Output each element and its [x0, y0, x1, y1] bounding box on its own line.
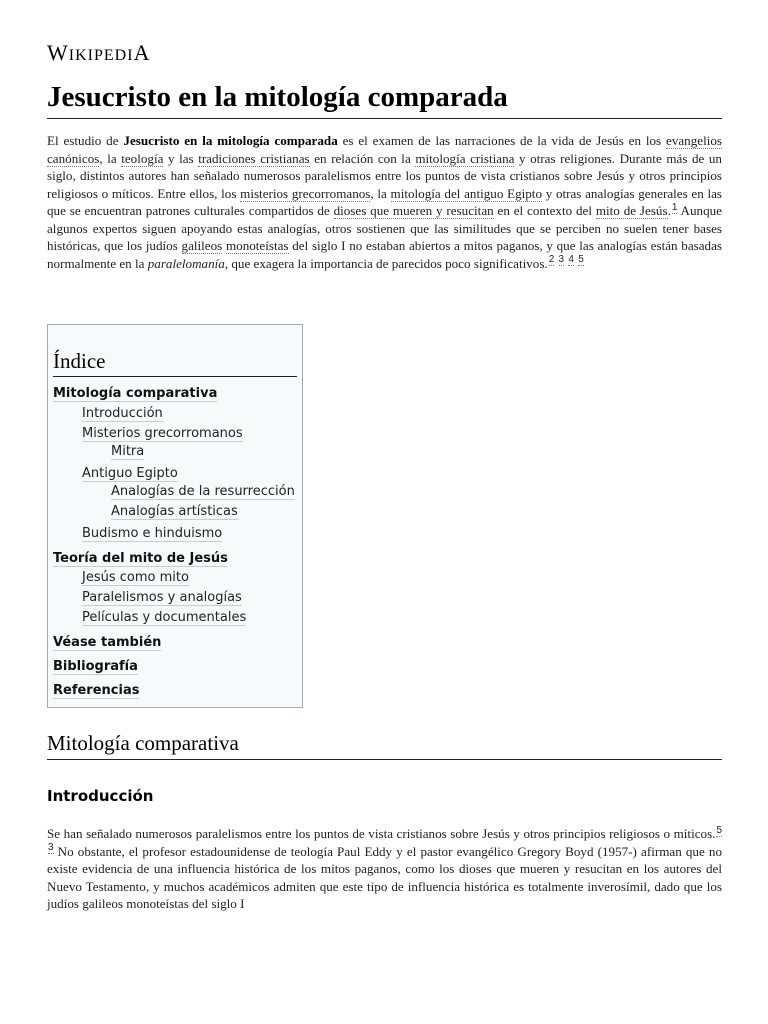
table-of-contents — [47, 324, 303, 708]
lead-text: en el contexto del — [493, 203, 596, 218]
section-heading-mitologia-comparativa: Mitología comparativa — [47, 730, 722, 760]
toc-item-label: Películas y documentales — [82, 610, 247, 625]
wikipedia-wordmark: WIKIPEDIA — [47, 40, 151, 65]
toc-item-label: Misterios grecorromanos — [82, 426, 243, 441]
reference-3[interactable]: 3 — [48, 842, 54, 854]
lead-text: y otras analogías generales en las que se encuentran patrones culturales compartidos de — [47, 185, 722, 218]
toc-item-label: Paralelismos y analogías — [82, 590, 242, 605]
reference-3[interactable]: 3 — [558, 254, 565, 266]
reference-5[interactable]: 5 — [578, 254, 584, 266]
toc-item-introduccion[interactable] — [82, 406, 163, 422]
lead-text: es el examen de las narraciones de la vida de Jesús en los — [337, 133, 667, 148]
toc-item-peliculas-documentales[interactable] — [82, 610, 246, 626]
toc-item-label: Analogías de la resurrección — [111, 484, 295, 499]
toc-item-misterios-grecorromanos[interactable] — [82, 426, 243, 442]
link-dioses-que-mueren[interactable]: dioses que mueren y resucitan — [333, 203, 494, 218]
link-misterios-grecorromanos[interactable]: misterios grecorromanos — [240, 185, 371, 201]
lead-text: Aunque algunos expertos siguen apoyando estas analogías, otros sostienen que las similitudes que se perciben no suelen tener bases históricas, que los judíos — [47, 203, 722, 253]
toc-item-label: Teoría del mito de Jesús — [53, 551, 228, 566]
toc-item-label: Mitología comparativa — [53, 386, 218, 401]
reference-4[interactable]: 4 — [568, 254, 574, 266]
lead-text: y otras religiones. Durante más de un siglo, distintos autores han señalado numerosos paralelismos entre los puntos de vista cristianos sobre Jesús y otros principios religiosos o míticos. Entre ellos, los — [47, 150, 722, 201]
toc-item-vease-tambien[interactable] — [53, 635, 161, 651]
lead-text: . — [667, 203, 671, 218]
toc-item-label: Analogías artísticas — [111, 504, 238, 519]
toc-item-bibliografia[interactable] — [53, 659, 138, 675]
subsection-heading-introduccion: Introducción — [47, 787, 154, 805]
reference-2[interactable]: 2 — [548, 254, 555, 266]
toc-item-budismo-hinduismo[interactable] — [82, 526, 222, 542]
lead-paragraph — [47, 132, 722, 272]
lead-italic-term: paralelomanía — [147, 255, 225, 271]
link-teologia[interactable]: teología — [121, 150, 164, 166]
lead-text: en relación con la — [309, 150, 416, 166]
toc-item-referencias[interactable] — [53, 683, 139, 699]
toc-item-jesus-como-mito[interactable] — [82, 570, 189, 586]
toc-item-label: Véase también — [53, 635, 162, 650]
toc-item-mitologia-comparativa[interactable] — [53, 386, 217, 402]
toc-item-paralelismos-analogias[interactable] — [82, 590, 242, 606]
reference-5[interactable]: 5 — [716, 824, 722, 836]
lead-text: y las — [163, 150, 199, 166]
toc-item-antiguo-egipto[interactable] — [82, 466, 178, 482]
lead-text: El estudio de — [47, 133, 124, 148]
page-title: Jesucristo en la mitología comparada — [47, 80, 722, 119]
toc-item-mitra[interactable] — [111, 444, 144, 460]
toc-item-label: Jesús como mito — [82, 570, 189, 585]
toc-item-analogias-artisticas[interactable] — [111, 504, 238, 520]
lead-text: , la — [99, 150, 122, 166]
para-text: No obstante, el profesor estadounidense de teología Paul Eddy y el pastor evangélico Gregory Boyd (1957-) afirman que no existe evidencia de una influencia histórica de los mitos paganos, como los dioses que mueren y resucitan en los autores del Nuevo Testamento, y muchos académicos admiten que este tipo de influencia histórica es totalmente inverosímil, dado que los judíos galileos monoteístas del siglo I — [47, 843, 722, 911]
link-galileos[interactable]: galileos — [181, 238, 223, 253]
link-mito-de-jesus[interactable]: mito de Jesús — [595, 203, 668, 218]
link-evangelios-canonicos[interactable]: evangelios canónicos — [47, 133, 723, 166]
link-monoteistas[interactable]: monoteístas — [225, 238, 289, 253]
para-text: Se han señalado numerosos paralelismos entre los puntos de vista cristianos sobre Jesús y otros principios religiosos o míticos. — [47, 826, 716, 841]
toc-item-label: Antiguo Egipto — [82, 466, 178, 481]
toc-item-label: Bibliografía — [53, 659, 138, 674]
lead-text: del siglo I no estaban abiertos a mitos paganos, y que las analogías están basadas normalmente en la — [47, 238, 723, 271]
toc-item-label: Referencias — [53, 683, 140, 698]
lead-text: , la — [370, 185, 391, 201]
link-mitologia-cristiana[interactable]: mitología cristiana — [415, 150, 515, 166]
lead-bold-term: Jesucristo en la mitología comparada — [123, 133, 338, 148]
toc-item-label: Mitra — [111, 444, 145, 459]
toc-item-analogias-resurreccion[interactable] — [111, 484, 295, 500]
intro-paragraph — [47, 825, 722, 913]
toc-item-label: Budismo e hinduismo — [82, 526, 223, 541]
toc-item-teoria-mito-jesus[interactable] — [53, 551, 228, 567]
lead-text: , que exagera la importancia de parecidos poco significativos. — [224, 255, 548, 271]
link-mitologia-egipto[interactable]: mitología del antiguo Egipto — [390, 185, 542, 201]
link-tradiciones-cristianas[interactable]: tradiciones cristianas — [198, 150, 310, 166]
toc-item-label: Introducción — [82, 406, 163, 421]
toc-title: Índice — [53, 349, 297, 377]
reference-1[interactable]: 1 — [671, 201, 678, 213]
wikipedia-logo[interactable] — [47, 40, 150, 66]
